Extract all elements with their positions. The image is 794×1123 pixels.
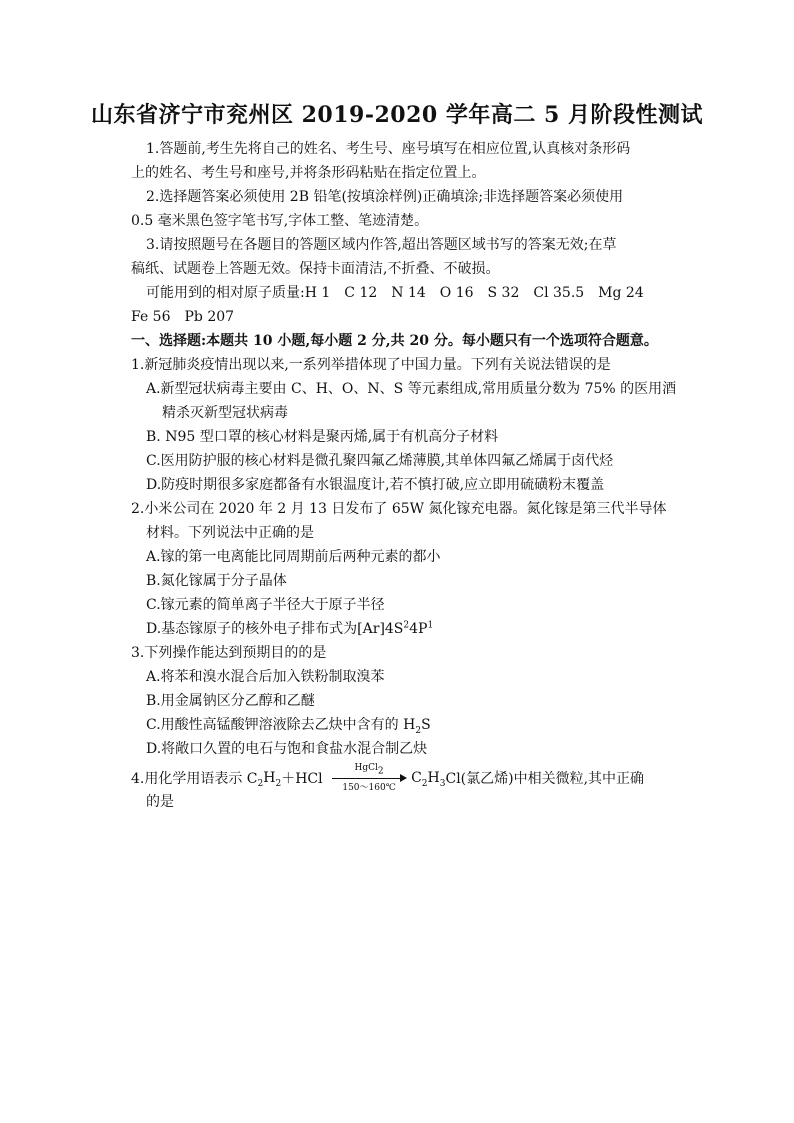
question-stem: 1.新冠肺炎疫情出现以来,一系列举措体现了中国力量。下列有关说法错误的是 [131, 357, 611, 373]
option-b: B.氮化镓属于分子晶体 [146, 573, 287, 589]
condition-label: 150～160℃ [342, 783, 396, 793]
option-d: D.防疫时期很多家庭都备有水银温度计,若不慎打破,应立即用硫磺粉末覆盖 [146, 477, 605, 493]
subscript: 2 [421, 778, 428, 789]
subscript: 2 [415, 725, 422, 736]
atomic-mass-line: Fe 56 Pb 207 [131, 309, 235, 325]
option-c: C.镓元素的简单离子半径大于原子半径 [146, 597, 385, 613]
question-stem-cont: 材料。下列说法中正确的是 [146, 525, 314, 541]
reaction-text: C [411, 770, 422, 786]
reaction-arrow [330, 763, 408, 793]
reaction-text: Cl(氯乙烯)中相关微粒,其中正确 [445, 771, 645, 787]
option-c-text: C.用酸性高锰酸钾溶液除去乙炔中含有的 H [146, 717, 416, 733]
reaction-equation [131, 763, 644, 793]
subscript: 2 [377, 766, 384, 777]
page-title: 山东省济宁市兖州区 2019-2020 学年高二 5 月阶段性测试 [90, 102, 704, 128]
question-stem: 2.小米公司在 2020 年 2 月 13 日发布了 65W 氮化镓充电器。氮化镓是第三代半导体 [131, 501, 667, 517]
atomic-mass-line: 可能用到的相对原子质量:H 1 C 12 N 14 O 16 S 32 Cl 35.5 Mg 24 [146, 285, 644, 301]
superscript: 2 [403, 620, 410, 631]
option-b: B. N95 型口罩的核心材料是聚丙烯,属于有机高分子材料 [146, 429, 499, 445]
option-c-text: S [421, 717, 431, 733]
reaction-text: H [263, 770, 276, 786]
option-d-text: 4P [409, 621, 428, 637]
section-heading: 一、选择题:本题共 10 小题,每小题 2 分,共 20 分。每小题只有一个选项符合题意。 [131, 333, 658, 349]
subscript: 2 [275, 778, 282, 789]
question-stem-cont: 的是 [146, 794, 174, 810]
option-a: A.镓的第一电离能比同周期前后两种元素的都小 [146, 549, 441, 565]
instruction-line: 3.请按照题号在各题目的答题区域内作答,超出答题区域书写的答案无效;在草 [146, 237, 617, 253]
option-a: A.新型冠状病毒主要由 C、H、O、N、S 等元素组成,常用质量分数为 75% 的医用酒 [146, 381, 677, 397]
option-c [146, 715, 431, 735]
option-a: A.将苯和溴水混合后加入铁粉制取溴苯 [146, 669, 385, 685]
option-c: C.医用防护服的核心材料是微孔聚四氟乙烯薄膜,其单体四氟乙烯属于卤代烃 [146, 453, 614, 469]
instruction-line: 上的姓名、考生号和座号,并将条形码粘贴在指定位置上。 [131, 165, 486, 181]
option-b: B.用金属钠区分乙醇和乙醚 [146, 693, 315, 709]
option-a-cont: 精杀灭新型冠状病毒 [162, 405, 288, 421]
catalyst-text: HgCl [354, 763, 378, 773]
option-d: D.将敞口久置的电石与饱和食盐水混合制乙炔 [146, 741, 428, 757]
reaction-text: 4.用化学用语表示 C [131, 771, 258, 787]
option-d-text: D.基态镓原子的核外电子排布式为[Ar]4S [146, 621, 404, 637]
instruction-line: 2.选择题答案必须使用 2B 铅笔(按填涂样例)正确填涂;非选择题答案必须使用 [146, 189, 624, 205]
instruction-line: 1.答题前,考生先将自己的姓名、考生号、座号填写在相应位置,认真核对条形码 [146, 141, 631, 157]
instruction-line: 稿纸、试题卷上答题无效。保持卡面清洁,不折叠、不破损。 [131, 261, 500, 277]
option-d [146, 619, 433, 639]
subscript: 2 [257, 778, 264, 789]
arrow-line [332, 778, 404, 779]
catalyst-label [330, 763, 408, 777]
superscript: 1 [427, 620, 434, 631]
reaction-text: H [427, 770, 440, 786]
instruction-line: 0.5 毫米黑色签字笔书写,字体工整、笔迹清楚。 [131, 213, 429, 229]
question-stem: 3.下列操作能达到预期目的的是 [131, 645, 327, 661]
reaction-text: ＋HCl [281, 771, 323, 787]
subscript: 3 [439, 778, 446, 789]
